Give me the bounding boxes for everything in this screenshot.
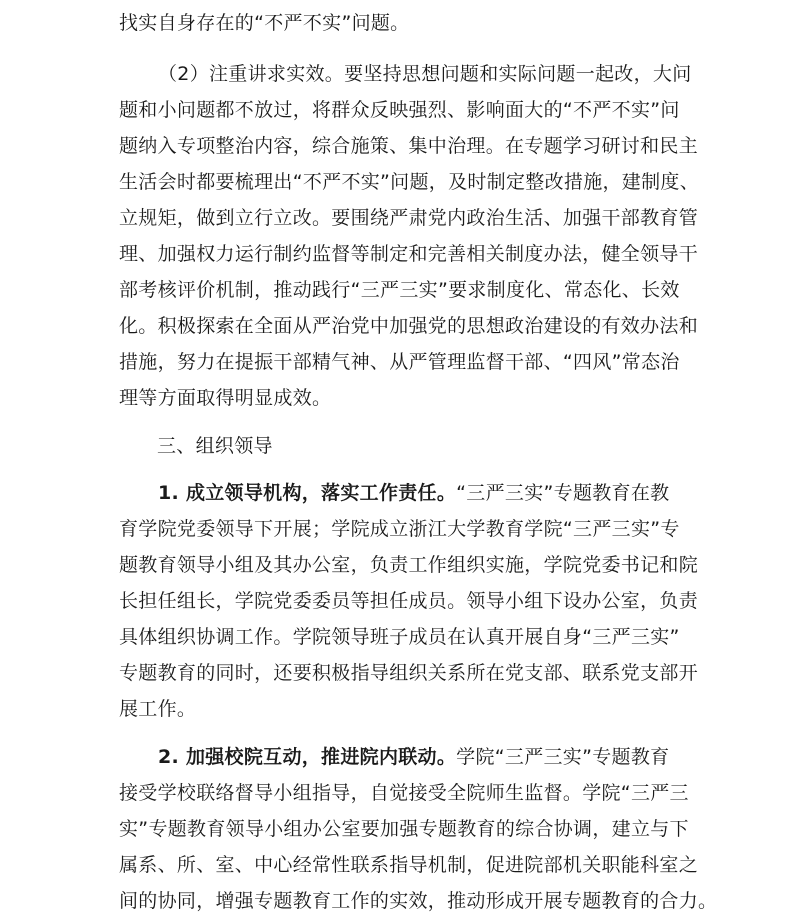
text-line: 展工作。 — [119, 698, 197, 720]
text-line: 部考核评价机制，推动践行“三严三实”要求制度化、常态化、长效 — [119, 279, 680, 301]
text-line: 间的协同，增强专题教育工作的实效，推动形成开展专题教育的合力。 — [119, 890, 718, 912]
paragraph-first-line — [158, 745, 669, 769]
text-line: 理、加强权力运行制约监督等制定和完善相关制度办法，健全领导干 — [119, 243, 699, 265]
bold-lead: 1. 成立领导机构，落实工作责任。 — [158, 482, 457, 504]
text-line: 具体组织协调工作。学院领导班子成员在认真开展自身“三严三实” — [119, 626, 680, 648]
paragraph-heading: （2）注重讲求实效。要坚持思想问题和实际问题一起改，大问 — [158, 63, 692, 85]
text-span: “三严三实”专题教育在教 — [456, 482, 670, 504]
text-line: 属系、所、室、中心经常性联系指导机制，促进院部机关职能科室之 — [119, 854, 699, 876]
paragraph-first-line — [158, 481, 669, 505]
text-line: 题教育领导小组及其办公室，负责工作组织实施，学院党委书记和院 — [119, 554, 699, 576]
text-line: 育学院党委领导下开展；学院成立浙江大学教育学院“三严三实”专 — [119, 518, 680, 540]
text-line: 理等方面取得明显成效。 — [119, 387, 332, 409]
text-line: 题和小问题都不放过，将群众反映强烈、影响面大的“不严不实”问 — [119, 99, 680, 121]
text-line: 实”专题教育领导小组办公室要加强专题教育的综合协调，建立与下 — [119, 818, 689, 840]
text-line: 接受学校联络督导小组指导，自觉接受全院师生监督。学院“三严三 — [119, 782, 689, 804]
text-line: 题纳入专项整治内容，综合施策、集中治理。在专题学习研讨和民主 — [119, 135, 699, 157]
section-heading: 三、组织领导 — [157, 435, 273, 457]
text-line: 措施，努力在提振干部精气神、从严管理监督干部、“四风”常态治 — [119, 351, 680, 373]
text-span: 学院“三严三实”专题教育 — [456, 746, 670, 768]
text-line: 生活会时都要梳理出“不严不实”问题，及时制定整改措施，建制度、 — [119, 171, 699, 193]
text-line: 长担任组长，学院党委委员等担任成员。领导小组下设办公室，负责 — [119, 590, 699, 612]
text-line: 找实自身存在的“不严不实”问题。 — [119, 12, 410, 34]
text-line: 化。积极探索在全面从严治党中加强党的思想政治建设的有效办法和 — [119, 315, 699, 337]
text-line: 专题教育的同时，还要积极指导组织关系所在党支部、联系党支部开 — [119, 662, 699, 684]
text-line: 立规矩，做到立行立改。要围绕严肃党内政治生活、加强干部教育管 — [119, 207, 699, 229]
bold-lead: 2. 加强校院互动，推进院内联动。 — [158, 746, 457, 768]
